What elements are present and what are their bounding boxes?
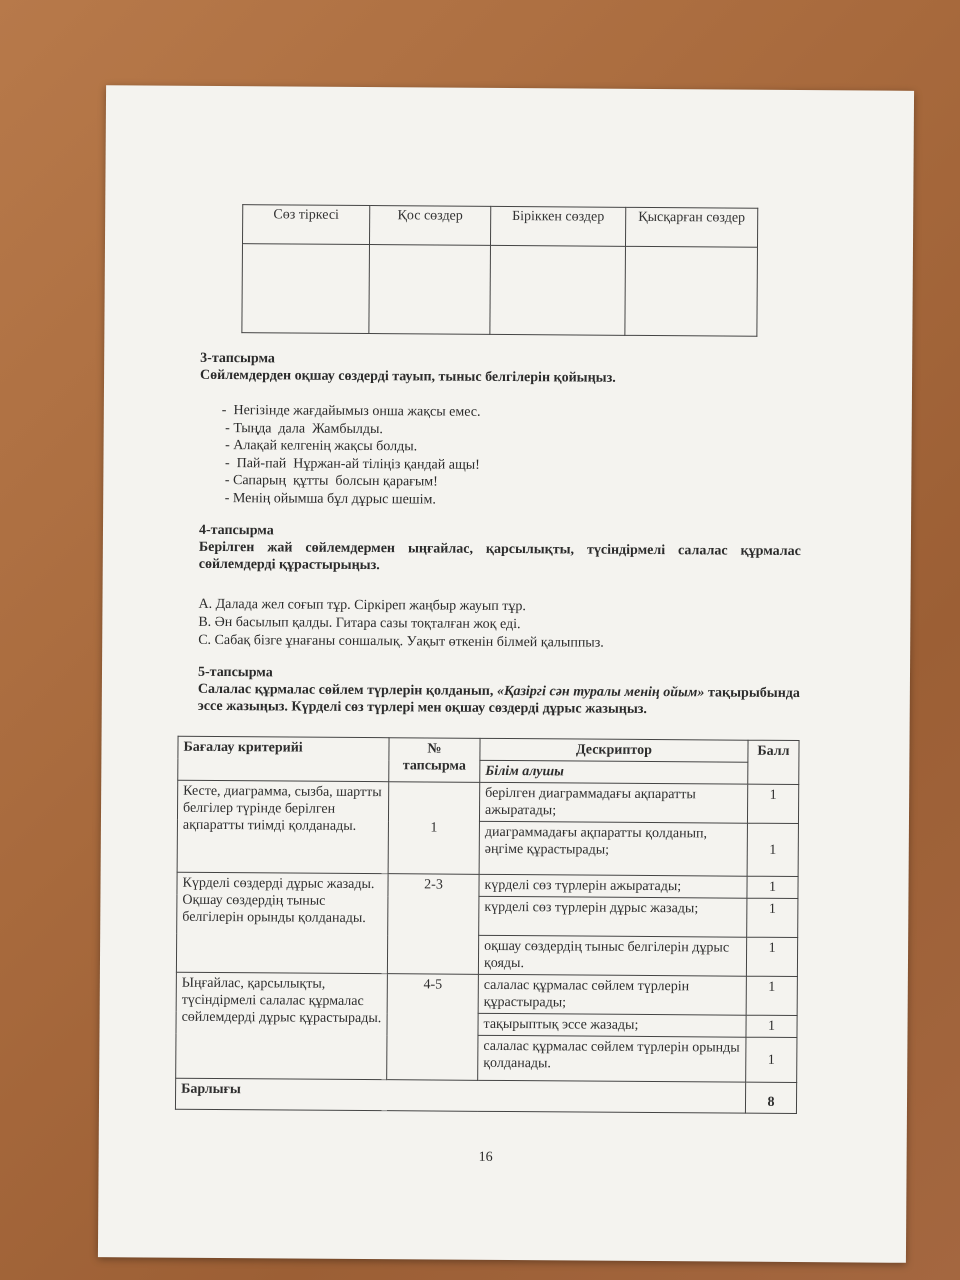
list-item: - Пай-пай Нұржан-ай тіліңіз қандай ащы!	[221, 455, 480, 473]
score-cell: 1	[747, 823, 798, 876]
task3-block	[200, 350, 802, 388]
score-cell: 1	[746, 937, 797, 976]
essay-topic: «Қазіргі сән туралы менің ойым»	[496, 683, 705, 701]
col-header-4: Қысқарған сөздер	[625, 207, 757, 247]
descriptor-cell: тақырыптық эссе жазады;	[478, 1013, 746, 1037]
descriptor-cell: диаграммадағы ақпаратты қолданып, әңгіме құрастырады;	[479, 821, 747, 876]
col-header-1: Сөз тіркесі	[242, 205, 369, 245]
rubric-table	[175, 736, 800, 1114]
task5-title: 5-тапсырма	[197, 664, 273, 681]
instruction-text: тақырыбында эссе жазыңыз. Күрделі сөз түрлері мен оқшау сөздерді дұрыс жазыңыз.	[197, 685, 800, 717]
task3-instruction: Сөйлемдерден оқшау сөздерді тауып, тыныс белгілерін қойыңыз.	[200, 367, 616, 386]
descriptor-cell: салалас құрмалас сөйлем түрлерін орынды қолданады.	[478, 1035, 746, 1082]
list-item: А. Далада жел соғып тұр. Сіркіреп жаңбыр жауып тұр.	[198, 596, 526, 615]
task5-instruction	[198, 681, 800, 719]
score-cell: 1	[747, 876, 798, 898]
page-number: 16	[478, 1149, 493, 1165]
list-item: С. Сабақ бізге ұнағаны соншалық. Уақыт өткенін білмей қалыппыз.	[198, 632, 604, 651]
task-number: 2-3	[387, 874, 479, 975]
task5-block	[198, 664, 800, 719]
score-cell: 1	[746, 976, 797, 1015]
total-score: 8	[745, 1082, 796, 1113]
header-task: № тапсырма	[389, 738, 480, 783]
task-number: 4-5	[387, 974, 479, 1081]
empty-cell[interactable]	[490, 245, 626, 335]
header-descriptor: Дескриптор	[480, 738, 748, 762]
criteria-cell: Кесте, диаграмма, сызба, шартты белгілер түрінде берілген ақпаратты тиімді қолданады.	[177, 780, 389, 873]
descriptor-cell: күрделі сөз түрлерін ажыратады;	[479, 874, 747, 898]
descriptor-cell: берілген диаграммадағы ақпаратты ажыратады;	[479, 782, 747, 823]
list-item: - Менің ойымша бұл дұрыс шешім.	[221, 490, 436, 508]
task4-title: 4-тапсырма	[198, 522, 274, 539]
descriptor-cell: күрделі сөз түрлерін дұрыс жазады;	[479, 896, 747, 937]
score-cell: 1	[746, 1037, 797, 1082]
score-cell: 1	[747, 898, 798, 937]
list-item: - Тыңда дала Жамбылды.	[221, 420, 383, 437]
list-item: - Алақай келгенің жақсы болды.	[221, 438, 418, 455]
criteria-cell: Күрделі сөздерді дұрыс жазады. Оқшау сөздердің тыныс белгілерін орынды қолданады.	[176, 872, 388, 973]
empty-cell[interactable]	[625, 246, 758, 336]
list-item: - Сапарың құтты болсын қарағым!	[221, 473, 438, 490]
empty-cell[interactable]	[369, 245, 491, 335]
document-page	[98, 85, 914, 1263]
task4-block	[199, 522, 801, 577]
header-criteria: Бағалау критерийі	[178, 736, 389, 781]
total-label: Барлығы	[175, 1078, 745, 1113]
instruction-text: Салалас құрмалас сөйлем түрлерін қолданып,	[197, 681, 498, 699]
empty-cell[interactable]	[242, 244, 370, 334]
score-cell: 1	[746, 1015, 797, 1037]
header-score: Балл	[748, 740, 799, 784]
col-header-2: Қос сөздер	[369, 206, 490, 246]
header-student: Білім алушы	[480, 760, 748, 784]
task-number: 1	[388, 782, 480, 875]
word-types-table	[241, 204, 758, 337]
list-item: - Негізінде жағдайымыз онша жақсы емес.	[221, 403, 481, 420]
task3-title: 3-тапсырма	[200, 350, 276, 367]
task4-list	[198, 596, 604, 653]
task3-list	[221, 402, 480, 509]
descriptor-cell: оқшау сөздердің тыныс белгілерін дұрыс қояды.	[478, 935, 746, 976]
list-item: В. Ән басылып қалды. Гитара сазы тоқталған жоқ еді.	[198, 614, 521, 633]
score-cell: 1	[747, 784, 798, 823]
descriptor-cell: салалас құрмалас сөйлем түрлерін құрастырады;	[478, 974, 746, 1015]
criteria-cell: Ыңғайлас, қарсылықты, түсіндірмелі салалас құрмалас сөйлемдерді дұрыс құрастырады.	[176, 972, 388, 1079]
task4-instruction: Берілген жай сөйлемдермен ыңғайлас, қарсылықты, түсіндірмелі салалас құрмалас сөйлемдерді құрастырыңыз.	[198, 539, 801, 574]
col-header-3: Біріккен сөздер	[490, 206, 625, 246]
